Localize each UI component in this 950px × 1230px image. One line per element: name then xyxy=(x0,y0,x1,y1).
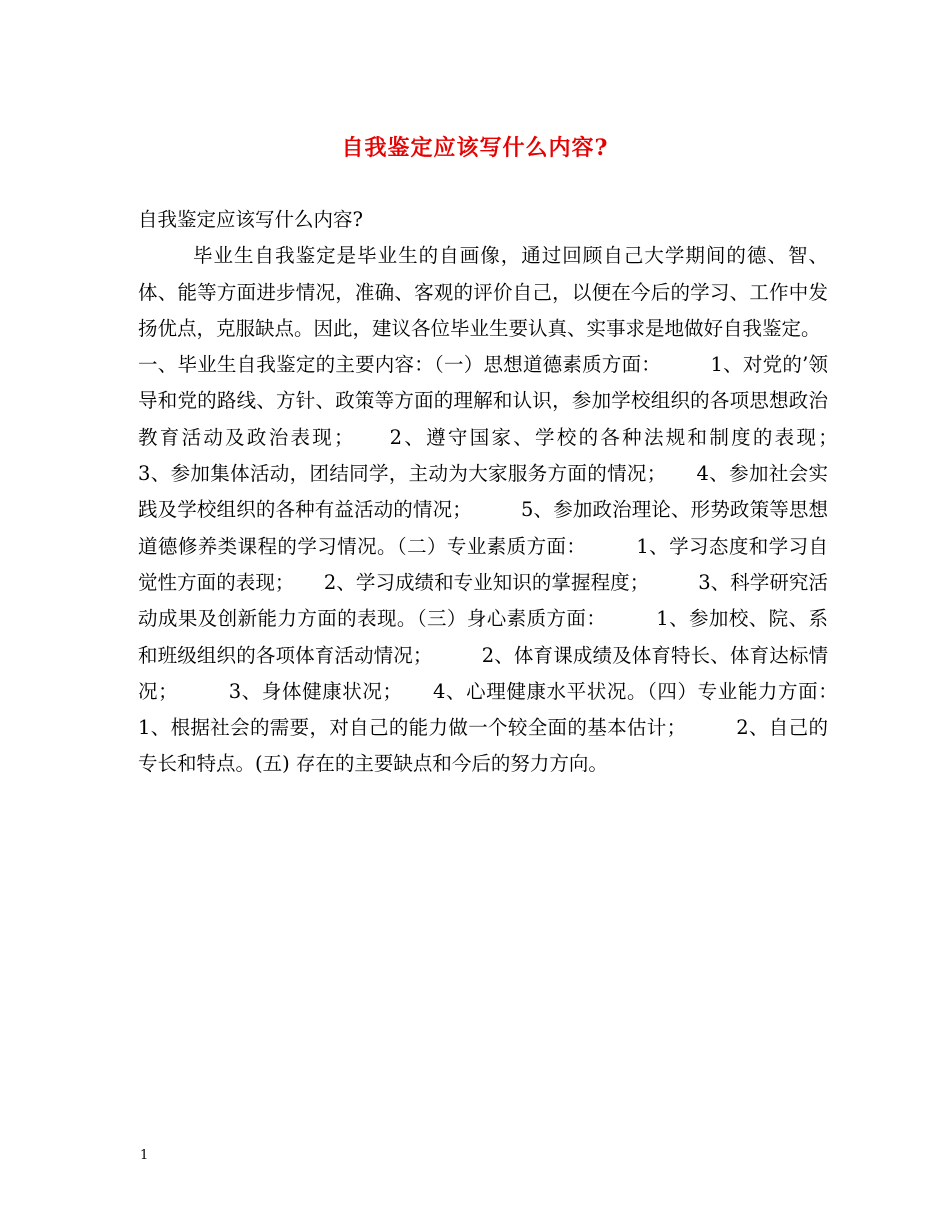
document-title: 自我鉴定应该写什么内容? xyxy=(341,135,609,161)
body-paragraph-heading: 自我鉴定应该写什么内容? xyxy=(138,208,363,231)
body-paragraph-intro: 毕业生自我鉴定是毕业生的自画像，通过回顾自己大学期间的德、智、体、能等方面进步情况，准确、客观的评价自己，以便在今后的学习、工作中发扬优点，克服缺点。因此，建议各位毕业生要认真、实事求是地做好自我鉴定。 xyxy=(138,244,828,340)
page-number: 1 xyxy=(140,1148,149,1163)
document-body xyxy=(138,202,887,783)
body-paragraph-contents: 一、毕业生自我鉴定的主要内容：（一）思想道德素质方面： 1、对党的’领导和党的路线、方针、政策等方面的理解和认识，参加学校组织的各项思想政治教育活动及政治表现； 2、遵守国家、学校的各种法规和制度的表现； 3、参加集体活动，团结同学，主动为大家服务方面的情况； 4、参加社会实践及学校组织的各种有益活动的情况； 5、参加政治理论、形势政策等思想道德修养类课程的学习情况。（二）专业素质方面： 1、学习态度和学习自觉性方面的表现； 2、学习成绩和专业知识的掌握程度； 3、科学研究活动成果及创新能力方面的表现。（三）身心素质方面： 1、参加校、院、系和班级组织的各项体育活动情况； 2、体育课成绩及体育特长、体育达标情况； 3、身体健康状况； 4、心理健康水平状况。（四）专业能力方面： 1、根据社会的需要，对自己的能力做一个较全面的基本估计； 2、自己的专长和特点。(五) 存在的主要缺点和今后的努力方向。 xyxy=(138,353,887,776)
